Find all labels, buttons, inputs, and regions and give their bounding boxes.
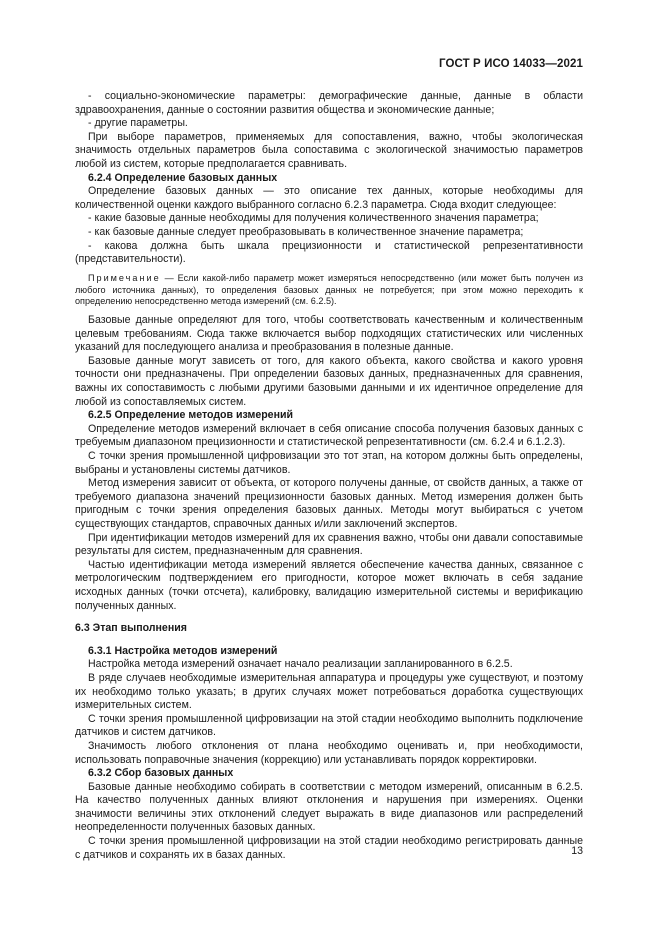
section-heading-6-2-4: 6.2.4 Определение базовых данных <box>88 171 278 184</box>
page-number: 13 <box>571 845 583 857</box>
paragraph: При идентификации методов измерений для их сравнения важно, чтобы они давали сопоставимые результаты для систем, предназначенным для сравнения. <box>75 531 583 558</box>
section-heading-6-3-2: 6.3.2 Сбор базовых данных <box>88 767 234 780</box>
paragraph: В ряде случаев необходимые измерительная аппаратура и процедуры уже существуют, и поэтому их необходимо только указать; в других случаях может потребоваться доработка существующих измерительных систем. <box>75 671 583 712</box>
paragraph: Базовые данные могут зависеть от того, для какого объекта, какого свойства и какого уровня точности они предназначены. При определении базовых данных, предназначенных для сравнения, важны их сопоставимость с любыми другими базовыми данными и их идентичное определение для любой из сопоставляемых систем. <box>75 354 583 408</box>
paragraph: Определение базовых данных — это описание тех данных, которые необходимы для количественной оценки каждого выбранного согласно 6.2.3 параметра. Сюда входит следующее: <box>75 185 583 211</box>
paragraph: Метод измерения зависит от объекта, от которого получены данные, от свойств данных, а также от требуемого диапазона значений прецизионности базовых данных. Метод измерения должен быть пригодным с точки зрения определения базовых данных. Методы могут выбираться с учетом существующих стандартов, справочных данных и/или заключений экспертов. <box>75 477 583 531</box>
paragraph: Базовые данные необходимо собирать в соответствии с методом измерений, описанным в 6.2.5. На качество полученных данных влияют отклонения и нарушения при измерениях. Оценки значимости величины этих отклонений следует выражать в виде диапазонов или распределений неопределенности полученных базовых данных. <box>75 780 583 834</box>
section-heading-6-3: 6.3 Этап выполнения <box>75 622 187 635</box>
note-label: Примечание <box>88 272 161 283</box>
paragraph: С точки зрения промышленной цифровизации на этой стадии необходимо выполнить подключение датчиков и систем датчиков. <box>75 712 583 739</box>
paragraph: - другие параметры. <box>88 117 188 130</box>
paragraph: Частью идентификации метода измерений является обеспечение качества данных, связанное с метрологическим подтверждением его пригодности, которое может включать в себя задание исходных данных (точки отсчета), калибровку, валидацию измерительной системы и верификацию полученных данных. <box>75 558 583 612</box>
paragraph: Базовые данные определяют для того, чтобы соответствовать качественным и количественным целевым требованиям. Сюда также включается выбор подходящих статистических или численных указаний для последующего анализа и преобразования в полезные данные. <box>75 314 583 354</box>
paragraph: Определение методов измерений включает в себя описание способа получения базовых данных с требуемым диапазоном прецизионности и статистической репрезентативности (см. 6.2.4 и 6.1.2.3). <box>75 422 583 449</box>
paragraph: - социально-экономические параметры: демографические данные, данные в области здравоохранения, данные о состоянии развития общества и экономические данные; <box>75 90 583 116</box>
page-body <box>75 90 583 862</box>
paragraph: С точки зрения промышленной цифровизации на этой стадии необходимо регистрировать данные с датчиков и сохранять их в базах данных. <box>75 835 583 861</box>
paragraph: Настройка метода измерений означает начало реализации запланированного в 6.2.5. <box>88 658 513 671</box>
standard-header: ГОСТ Р ИСО 14033—2021 <box>438 58 583 70</box>
note-text: — Если какой-либо параметр может измеряться непосредственно (или может быть получен из любого источника данных), то определения базовых данных не потребуется; при этом можно переходить к определению непосредственно метода измерений (см. 6.2.5). <box>75 272 583 307</box>
section-heading-6-3-1: 6.3.1 Настройка методов измерений <box>88 644 278 657</box>
list-item: - как базовые данные следует преобразовывать в количественное значение параметра; <box>88 225 524 238</box>
note <box>75 273 583 308</box>
paragraph: При выборе параметров, применяемых для сопоставления, важно, чтобы экологическая значимость отдельных параметров была сопоставима с экологической значимостью параметров любой из систем, которые предполагается сравнивать. <box>75 130 583 170</box>
section-heading-6-2-5: 6.2.5 Определение методов измерений <box>88 409 293 422</box>
list-item: - какие базовые данные необходимы для получения количественного значения параметра; <box>88 212 539 225</box>
paragraph: С точки зрения промышленной цифровизации это тот этап, на котором должны быть определены, выбраны и установлены системы датчиков. <box>75 450 583 476</box>
list-item: - какова должна быть шкала прецизионности и статистической репрезентативности (представительности). <box>75 239 583 266</box>
paragraph: Значимость любого отклонения от плана необходимо оценивать и, при необходимости, использовать поправочные значения (коррекцию) или устанавливать порядок корректировки. <box>75 739 583 766</box>
